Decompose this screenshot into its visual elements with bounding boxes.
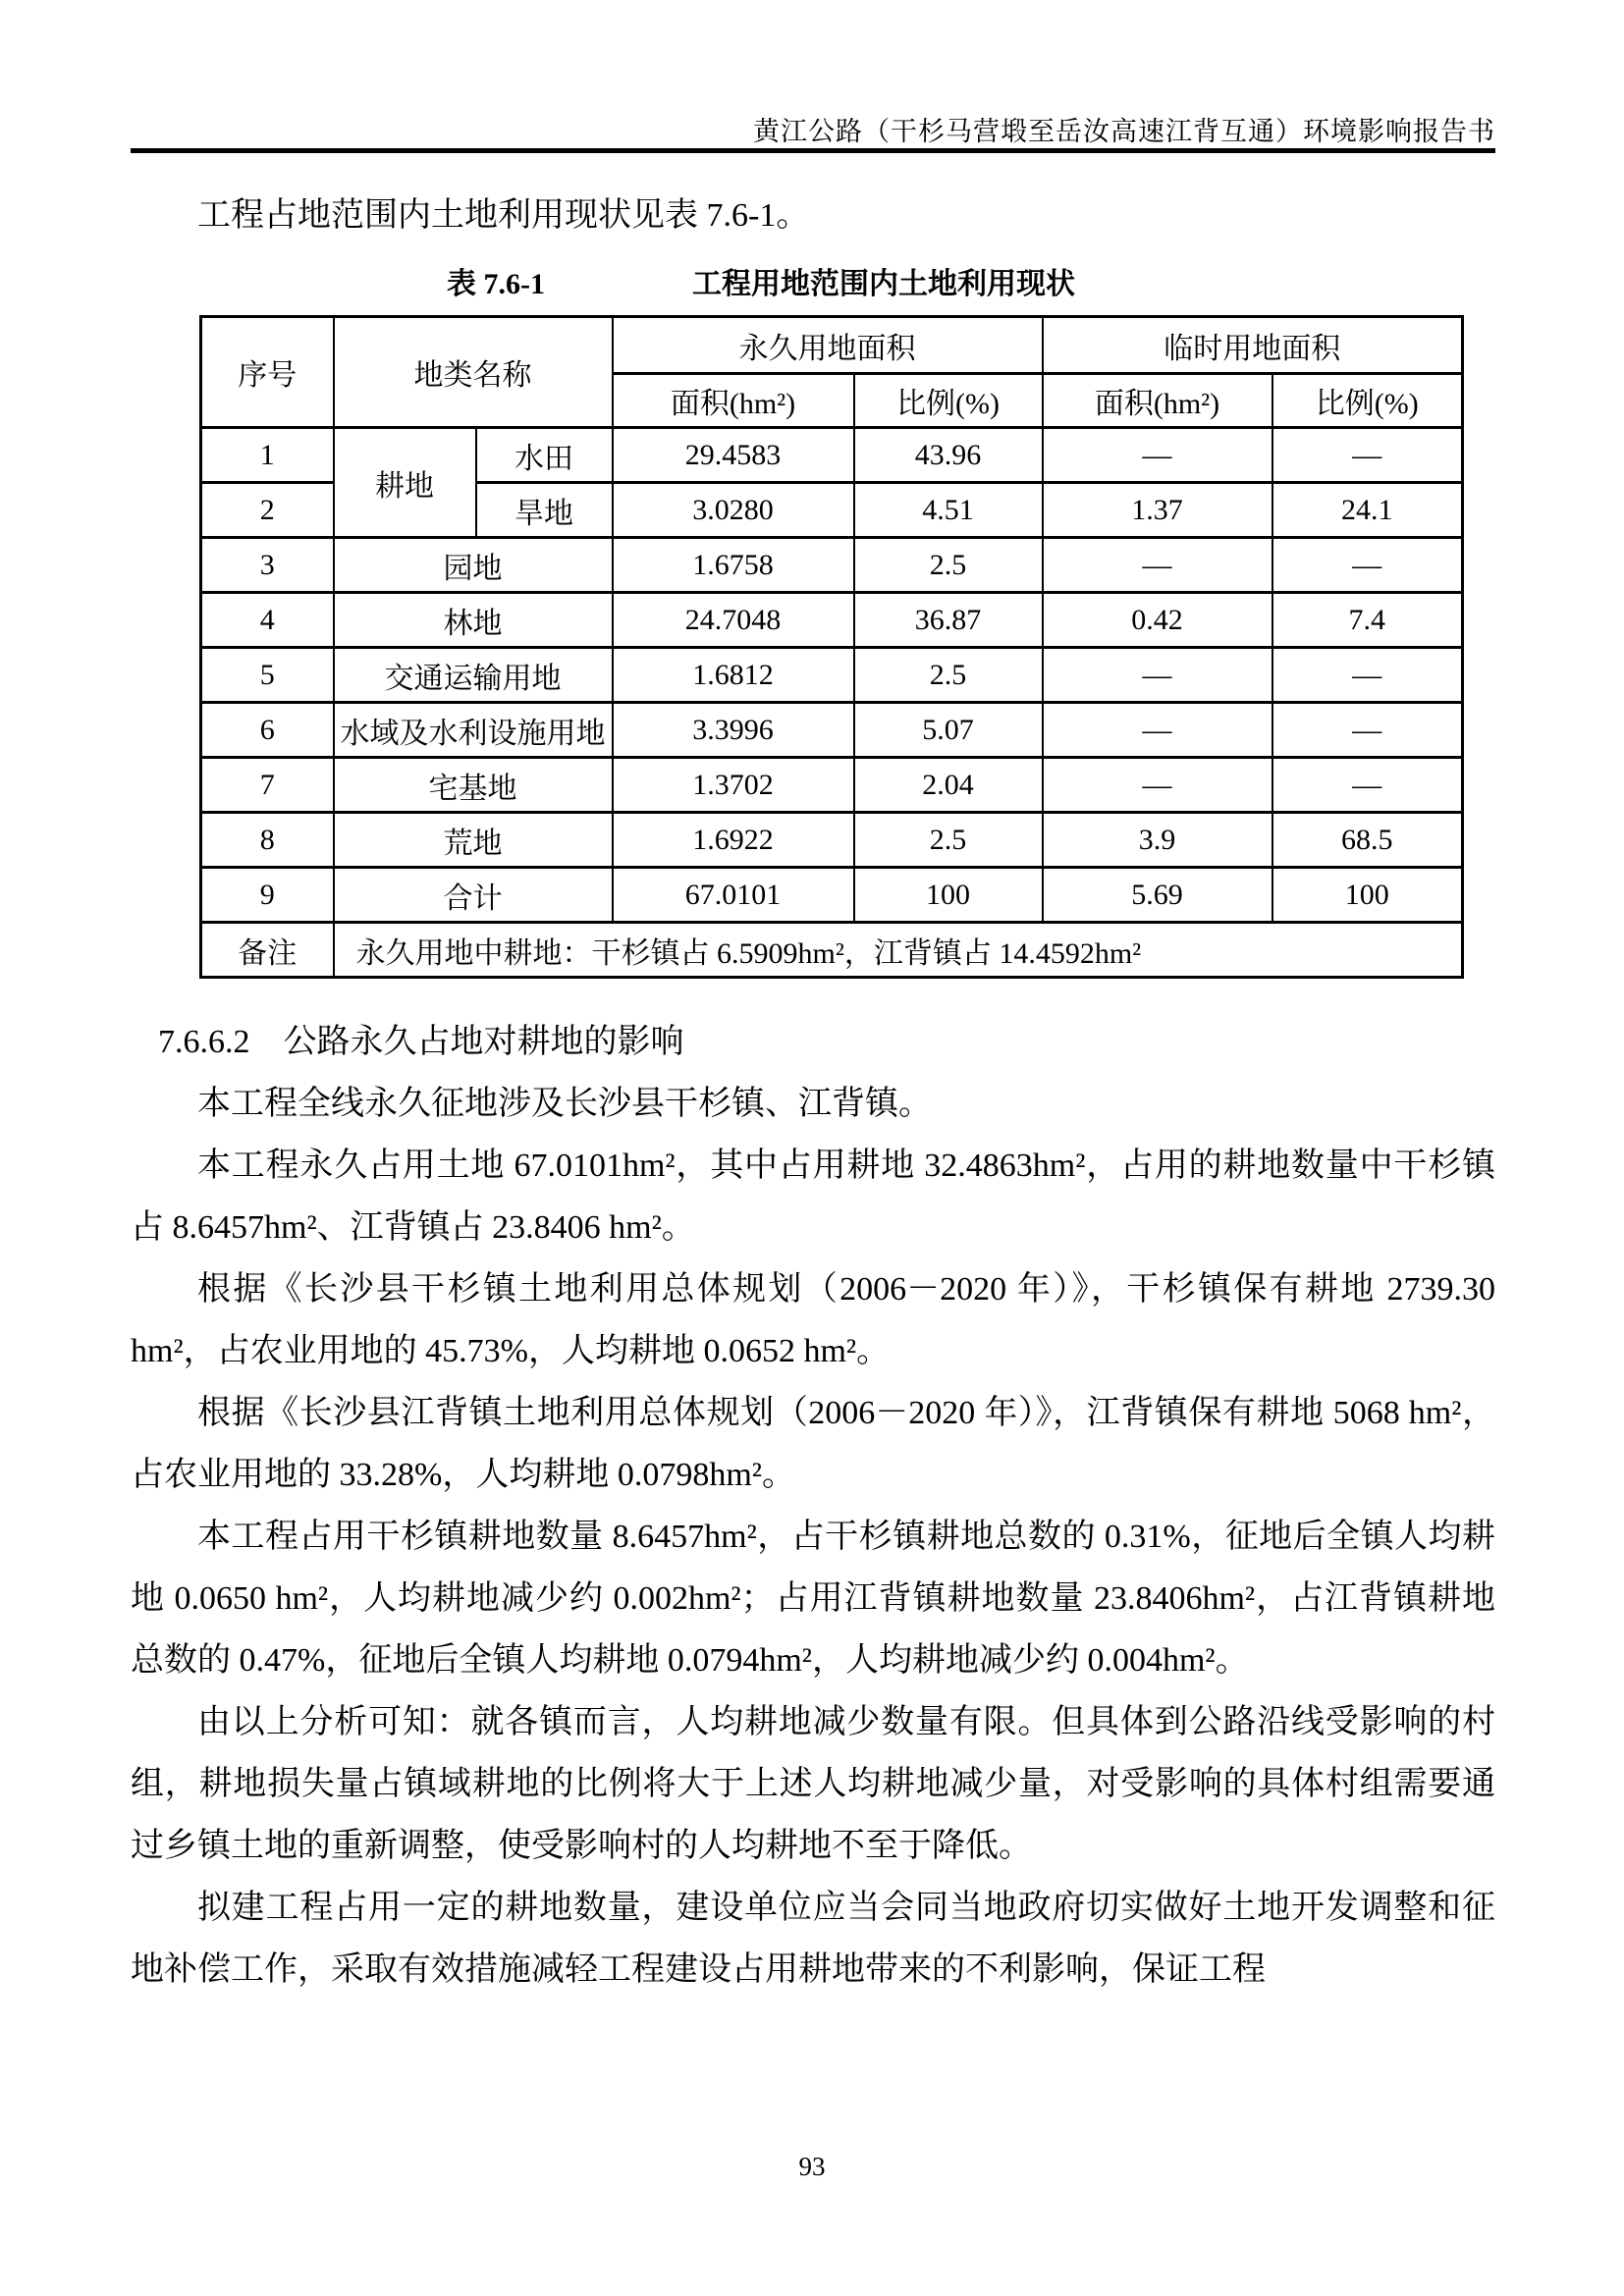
intro-paragraph: 工程占地范围内土地利用现状见表 7.6-1。	[197, 197, 810, 234]
table-row	[201, 428, 1463, 483]
cell-temp-area: —	[1043, 648, 1272, 703]
cell-temp-area: 1.37	[1043, 483, 1272, 538]
table-title: 工程用地范围内土地利用现状	[692, 268, 1075, 300]
col-header-land-type: 地类名称	[334, 317, 613, 428]
table-caption	[131, 259, 1495, 304]
body-paragraph: 本工程占用干杉镇耕地数量 8.6457hm²，占干杉镇耕地总数的 0.31%，征地后全镇人均耕地 0.0650 hm²，人均耕地减少约 0.002hm²；占用江背镇耕地数量 23.8406hm²，占江背镇耕地总数的 0.47%，征地后全镇人均耕地 0.0794hm²，人均耕地减少约 0.004hm²。	[131, 1519, 1495, 1679]
cell-temp-area: 3.9	[1043, 813, 1272, 868]
table-row	[201, 703, 1463, 758]
cell-temp-ratio: 7.4	[1272, 593, 1463, 648]
cell-perm-ratio: 2.5	[854, 538, 1043, 593]
section-heading: 7.6.6.2 公路永久占地对耕地的影响	[158, 1024, 684, 1060]
cell-perm-ratio: 36.87	[854, 593, 1043, 648]
body-paragraph: 由以上分析可知：就各镇而言，人均耕地减少数量有限。但具体到公路沿线受影响的村组，耕地损失量占镇域耕地的比例将大于上述人均耕地减少量，对受影响的具体村组需要通过乡镇土地的重新调整，使受影响村的人均耕地不至于降低。	[131, 1704, 1495, 1864]
land-use-table	[199, 315, 1464, 979]
col-header-perm-area: 面积(hm²)	[613, 374, 854, 428]
cell-land-name: 旱地	[476, 483, 613, 538]
cell-no: 9	[201, 868, 334, 923]
cell-temp-ratio: —	[1272, 428, 1463, 483]
cell-no: 2	[201, 483, 334, 538]
col-header-temp-area: 面积(hm²)	[1043, 374, 1272, 428]
body-paragraph: 根据《长沙县干杉镇土地利用总体规划（2006－2020 年）》，干杉镇保有耕地 2739.30 hm²，占农业用地的 45.73%，人均耕地 0.0652 hm²。	[131, 1271, 1495, 1369]
table-row	[201, 538, 1463, 593]
cell-perm-ratio: 2.04	[854, 758, 1043, 813]
cell-perm-ratio: 100	[854, 868, 1043, 923]
cell-perm-area: 29.4583	[613, 428, 854, 483]
cell-perm-area: 3.0280	[613, 483, 854, 538]
col-header-index: 序号	[201, 317, 334, 428]
table-note-row	[201, 923, 1463, 978]
cell-temp-area: —	[1043, 703, 1272, 758]
cell-land-name: 水域及水利设施用地	[334, 703, 613, 758]
cell-temp-ratio: 68.5	[1272, 813, 1463, 868]
cell-perm-area: 24.7048	[613, 593, 854, 648]
cell-land-name: 合计	[334, 868, 613, 923]
running-header: 黄江公路（干杉马营塅至岳汝高速江背互通）环境影响报告书	[753, 117, 1495, 146]
cell-temp-ratio: —	[1272, 758, 1463, 813]
cell-no: 3	[201, 538, 334, 593]
cell-land-name: 交通运输用地	[334, 648, 613, 703]
table-row	[201, 648, 1463, 703]
cell-land-group: 耕地	[334, 428, 476, 538]
cell-temp-ratio: —	[1272, 703, 1463, 758]
cell-perm-area: 67.0101	[613, 868, 854, 923]
note-text: 永久用地中耕地：干杉镇占 6.5909hm²，江背镇占 14.4592hm²	[334, 923, 1463, 978]
cell-perm-ratio: 2.5	[854, 813, 1043, 868]
cell-perm-area: 1.6922	[613, 813, 854, 868]
cell-temp-area: 5.69	[1043, 868, 1272, 923]
header-rule	[131, 148, 1495, 153]
col-header-temp-ratio: 比例(%)	[1272, 374, 1463, 428]
cell-land-name: 水田	[476, 428, 613, 483]
body-text	[131, 1011, 1495, 2001]
cell-land-name: 林地	[334, 593, 613, 648]
cell-temp-area: —	[1043, 758, 1272, 813]
table-number: 表 7.6-1	[447, 268, 545, 300]
table-row	[201, 813, 1463, 868]
cell-land-name: 荒地	[334, 813, 613, 868]
table-header-row	[201, 317, 1463, 374]
cell-no: 1	[201, 428, 334, 483]
col-header-permanent: 永久用地面积	[613, 317, 1043, 374]
table-row	[201, 593, 1463, 648]
cell-perm-area: 3.3996	[613, 703, 854, 758]
cell-perm-ratio: 4.51	[854, 483, 1043, 538]
cell-perm-ratio: 5.07	[854, 703, 1043, 758]
page-number: 93	[798, 2152, 826, 2181]
cell-temp-ratio: 100	[1272, 868, 1463, 923]
cell-perm-ratio: 43.96	[854, 428, 1043, 483]
cell-land-name: 园地	[334, 538, 613, 593]
cell-perm-area: 1.6812	[613, 648, 854, 703]
cell-no: 5	[201, 648, 334, 703]
cell-temp-ratio: 24.1	[1272, 483, 1463, 538]
cell-temp-area: 0.42	[1043, 593, 1272, 648]
col-header-perm-ratio: 比例(%)	[854, 374, 1043, 428]
table-row	[201, 758, 1463, 813]
body-paragraph: 根据《长沙县江背镇土地利用总体规划（2006－2020 年）》，江背镇保有耕地 5068 hm²，占农业用地的 33.28%，人均耕地 0.0798hm²。	[131, 1395, 1495, 1493]
cell-temp-ratio: —	[1272, 648, 1463, 703]
body-paragraph: 本工程永久占用土地 67.0101hm²，其中占用耕地 32.4863hm²，占用的耕地数量中干杉镇占 8.6457hm²、江背镇占 23.8406 hm²。	[131, 1148, 1495, 1246]
cell-no: 8	[201, 813, 334, 868]
body-paragraph: 本工程全线永久征地涉及长沙县干杉镇、江背镇。	[197, 1086, 932, 1122]
cell-no: 4	[201, 593, 334, 648]
cell-perm-ratio: 2.5	[854, 648, 1043, 703]
cell-perm-area: 1.3702	[613, 758, 854, 813]
col-header-temporary: 临时用地面积	[1043, 317, 1463, 374]
cell-land-name: 宅基地	[334, 758, 613, 813]
table-row-total	[201, 868, 1463, 923]
cell-temp-area: —	[1043, 428, 1272, 483]
cell-perm-area: 1.6758	[613, 538, 854, 593]
cell-temp-ratio: —	[1272, 538, 1463, 593]
cell-no: 6	[201, 703, 334, 758]
cell-no: 7	[201, 758, 334, 813]
cell-temp-area: —	[1043, 538, 1272, 593]
note-label: 备注	[201, 923, 334, 978]
body-paragraph: 拟建工程占用一定的耕地数量，建设单位应当会同当地政府切实做好土地开发调整和征地补偿工作，采取有效措施减轻工程建设占用耕地带来的不利影响，保证工程	[131, 1890, 1495, 1988]
